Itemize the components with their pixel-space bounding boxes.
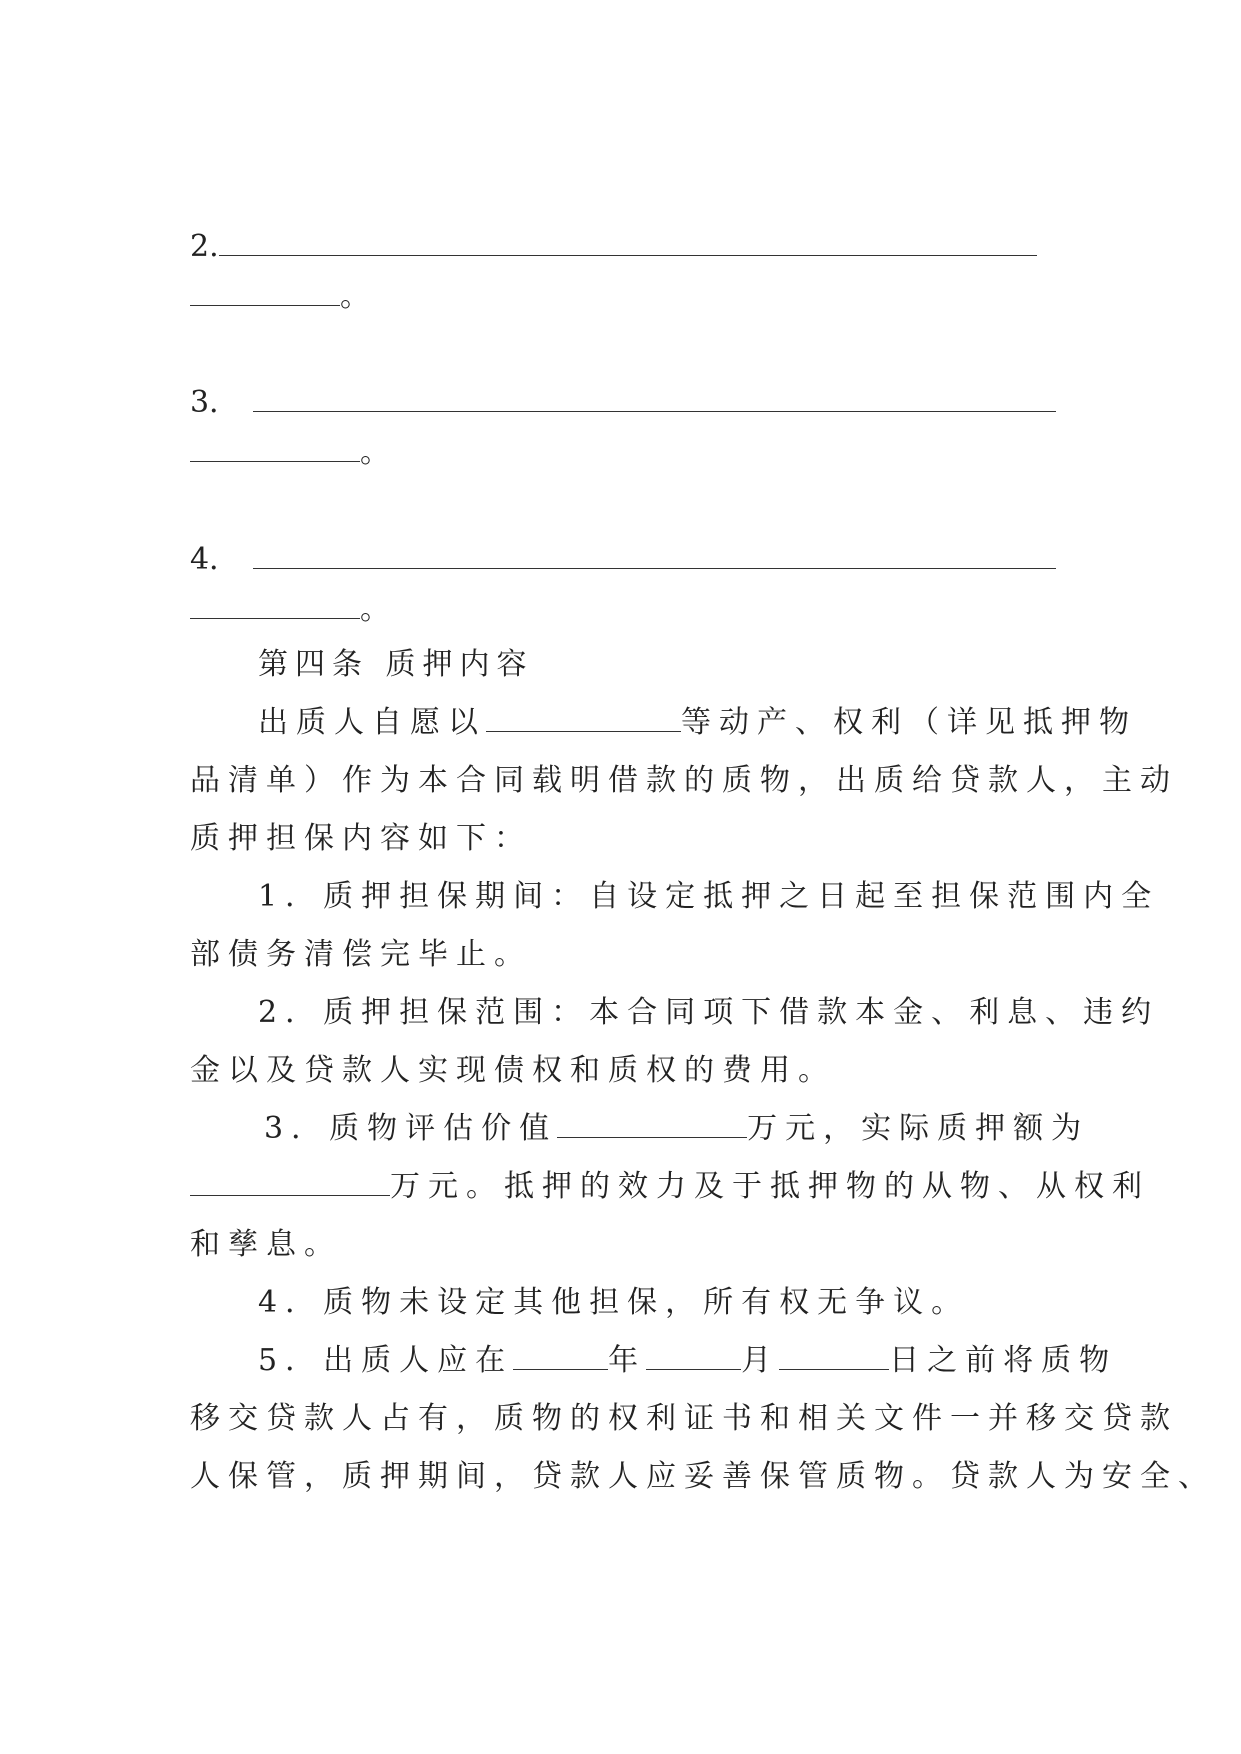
blank-line (190, 275, 340, 306)
item3-line2-text: 万元。抵押的效力及于抵押物的从物、从权利 (390, 1169, 1150, 1204)
blank-line (253, 538, 1056, 569)
item3-after-blank: 万元，实际质押额为 (747, 1111, 1090, 1146)
list-item-end: 。 (340, 279, 370, 314)
intro-line1 (258, 698, 1137, 748)
item1-line2: 部债务清偿完毕止。 (190, 937, 532, 972)
blank-line (219, 225, 1037, 256)
list-item-number: 4． (190, 542, 240, 577)
blank-line (557, 1107, 747, 1138)
item2-line2: 金以及贷款人实现债权和质权的费用。 (190, 1053, 836, 1088)
blank-line (486, 701, 681, 732)
blank-line (190, 1165, 390, 1196)
item5-line1 (258, 1336, 1118, 1386)
list-item-end: 。 (360, 592, 390, 627)
item5-lead: 5．出质人应在 (258, 1343, 514, 1378)
blank-line (253, 381, 1056, 412)
item5-month: 月 (741, 1343, 780, 1378)
list-item-3-line2 (190, 428, 1050, 478)
list-item-4-line2 (190, 585, 1050, 635)
blank-line (190, 588, 360, 619)
article-heading (258, 640, 1050, 690)
item5-line2: 移交贷款人占有，质物的权利证书和相关文件一并移交贷款 (190, 1401, 1178, 1436)
blank-line (190, 431, 360, 462)
intro-after-blank: 等动产、权利（详见抵押物 (681, 705, 1137, 740)
item3-line2 (190, 1162, 1150, 1212)
item3-line3: 和孳息。 (190, 1227, 342, 1262)
intro-lead: 出质人自愿以 (258, 705, 486, 740)
list-item-end: 。 (360, 435, 390, 470)
item5-line3: 人保管，质押期间，贷款人应妥善保管质物。贷款人为安全、 (190, 1459, 1216, 1494)
list-item-number: 2. (190, 229, 219, 264)
list-item-2-line1 (190, 222, 1050, 272)
item3-lead: 3．质物评估价值 (264, 1111, 558, 1146)
item4-line1: 4．质物未设定其他担保，所有权无争议。 (258, 1285, 970, 1320)
list-item-3-line1 (190, 378, 1050, 428)
intro-line3: 质押担保内容如下： (190, 821, 532, 856)
list-item-number: 3． (190, 385, 240, 420)
item2-line1: 2．质押担保范围：本合同项下借款本金、利息、违约 (258, 995, 1160, 1030)
blank-line (646, 1339, 741, 1370)
article-heading-text: 第四条 质押内容 (258, 647, 534, 682)
blank-line (779, 1339, 889, 1370)
intro-line2: 品清单）作为本合同载明借款的质物，出质给贷款人，主动 (190, 763, 1178, 798)
item5-year: 年 (608, 1343, 647, 1378)
blank-line (513, 1339, 608, 1370)
item5-day-after: 日之前将质物 (889, 1343, 1118, 1378)
list-item-4-line1 (190, 535, 1050, 585)
list-item-2-line2 (190, 272, 1050, 322)
item1-line1: 1．质押担保期间：自设定抵押之日起至担保范围内全 (258, 879, 1160, 914)
item3-line1 (264, 1104, 1090, 1154)
